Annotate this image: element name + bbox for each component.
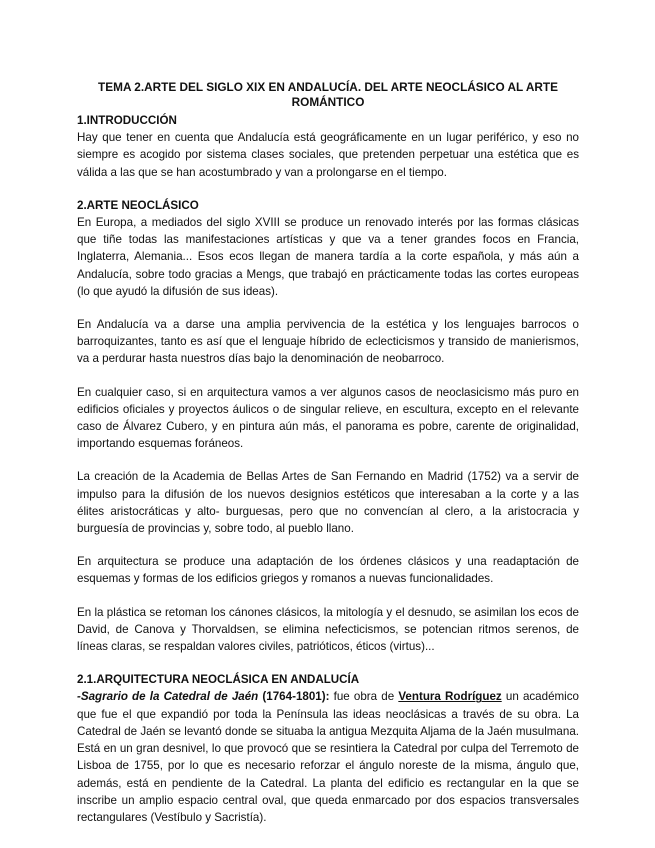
paragraph-neoclasico-1: En Europa, a mediados del siglo XVIII se produce un renovado interés por las formas clásicas que tiñe todas las manifestaciones artísticas y que va a tener grandes focos en Francia, Inglaterra, Alemania... Esos ecos llegan de manera tardía a la corte española, y más aún a Andalucía, sobre todo gracias a Mengs, que trabajó en prácticamente todas las cortes europeas (lo que ayudó la difusión de sus ideas). bbox=[77, 216, 579, 298]
paragraph-neoclasico-2: En Andalucía va a darse una amplia pervivencia de la estética y los lenguajes barrocos o barroquizantes, tanto es así que el lenguaje híbrido de eclecticismos y transido de manierismos, va a perdurar hasta nuestros días bajo la denominación de neobarroco. bbox=[77, 318, 579, 366]
heading-introduccion: 1.INTRODUCCIÓN bbox=[77, 114, 177, 127]
paragraph-neoclasico-6: En la plástica se retoman los cánones clásicos, la mitología y el desnudo, se asimilan los ecos de David, de Canova y Thorvaldsen, se elimina nefecticismos, se potencian ritmos serenos, de líneas claras, se respaldan valores civiles, patrióticos, éticos (virtus)... bbox=[77, 605, 579, 654]
document-title: TEMA 2.ARTE DEL SIGLO XIX EN ANDALUCÍA. DEL ARTE NEOCLÁSICO AL ARTE ROMÁNTICO bbox=[98, 80, 558, 109]
paragraph-neoclasico-4: La creación de la Academia de Bellas Artes de San Fernando en Madrid (1752) va a servir de impulso para la difusión de los nuevos designios estéticos que interesaban a la corte y a las élites aristocráticas y alto- burguesas, pero que no convencían al clero, a la aristocracia y burguesía de provincias y, sobre todo, al pueblo llano. bbox=[77, 470, 579, 536]
item-dates: (1764-1801): bbox=[258, 690, 330, 704]
paragraph-neoclasico-3: En cualquier caso, si en arquitectura vamos a ver algunos casos de neoclasicismo más puro en edificios oficiales y proyectos áulicos o de singular relieve, en escultura, excepto en el relevante caso de Álvarez Cubero, y en pintura aún más, el panorama es pobre, carente de originalidad, importando esquemas foráneos. bbox=[77, 385, 579, 451]
paragraph-intro: Hay que tener en cuenta que Andalucía está geográficamente en un lugar periférico, y eso no siempre es acogido por sistema clases sociales, que pretenden perpetuar una estética que es válida a las que se han acostumbrado y van a prolongarse en el tiempo. bbox=[77, 131, 579, 179]
item-intro: fue obra de bbox=[329, 690, 399, 704]
document-page bbox=[77, 80, 579, 826]
paragraph-sagrario bbox=[77, 688, 579, 826]
paragraph-neoclasico-5: En arquitectura se produce una adaptación de los órdenes clásicos y una readaptación de esquemas y formas de los edificios griegos y romanos a nuevas funcionalidades. bbox=[77, 555, 579, 586]
item-text: un académico que fue el que expandió por toda la Península las ideas neoclásicas a través de su obra. La Catedral de Jaén se levantó donde se situaba la antigua Mezquita Aljama de la Jaén musulmana. Está en un gran desnivel, lo que provocó que se resintiera la Catedral por culpa del Terremoto de Lisboa de 1755, por lo que es necesario reforzar el ángulo noreste de la misma, ángulo que, además, está en pendiente de la Catedral. La planta del edificio es rectangular en la que se inscribe un amplio espacio central oval, que queda enmarcado por dos espacios transversales rectangulares (Vestíbulo y Sacristía). bbox=[77, 690, 580, 824]
heading-arte-neoclasico: 2.ARTE NEOCLÁSICO bbox=[77, 198, 199, 212]
heading-arquitectura-neoclasica: 2.1.ARQUITECTURA NEOCLÁSICA EN ANDALUCÍA bbox=[77, 673, 360, 687]
item-author: Ventura Rodríguez bbox=[398, 690, 502, 704]
item-title: -Sagrario de la Catedral de Jaén bbox=[77, 690, 259, 704]
